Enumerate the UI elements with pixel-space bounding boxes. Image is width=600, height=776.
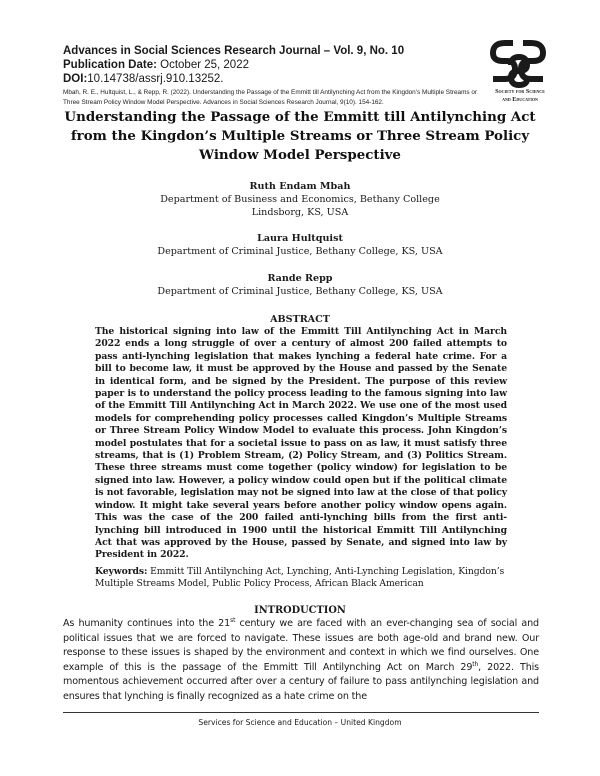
logo-text-line2: and Education <box>502 96 538 103</box>
author-affiliation: Department of Criminal Justice, Bethany College, KS, USA <box>157 246 443 257</box>
citation-line: Mbah, R. E., Hultquist, L., & Repp, R. (2022). Understanding the Passage of the Emmitt till Antilynching Act from the Kingdon’s Multiple Streams or Three Stream Policy Window Model Perspective. Advances in Social Sciences Research Journal, 9(10). 154-162. <box>63 89 478 106</box>
logo-text <box>480 88 560 104</box>
doi: DOI:10.14738/assrj.910.13252. <box>63 73 224 85</box>
publication-date: Publication Date: October 25, 2022 <box>63 59 249 71</box>
journal-header <box>63 44 473 86</box>
author-affiliation: Department of Business and Economics, Bethany College <box>160 194 440 205</box>
keywords <box>95 566 507 591</box>
logo-text-line1: Society for Science <box>495 88 545 95</box>
author-block-1 <box>60 180 540 219</box>
author-name: Rande Repp <box>267 273 333 284</box>
abstract-heading: ABSTRACT <box>270 314 330 325</box>
journal-name: Advances in Social Sciences Research Journal – Vol. 9, No. 10 <box>63 45 405 57</box>
author-location: Lindsborg, KS, USA <box>251 207 349 218</box>
keywords-label: Keywords: <box>95 566 148 577</box>
abstract-text: The historical signing into law of the Emmitt Till Antilynching Act in March 2022 ends a long struggle of over a century of almost 200 failed attempts to pass anti-lynching legislation that makes lynching a federal hate crime. For a bill to become law, it must be approved by the House and passed by the Senate in identical form, and be signed by the President. The purpose of this review paper is to understand the policy process leading to the famous signing into law of the Emmitt Till Antilynching Act in March 2022. We use one of the most used models for comprehending policy processes called Kingdon’s Multiple Streams or Three Stream Policy Window Model to evaluate this process. John Kingdon’s model postulates that for a societal issue to pass on as law, it must satisfy three streams, that is (1) Problem Stream, (2) Policy Stream, and (3) Politics Stream. These three streams must come together (policy window) for legislation to be signed into law. However, a policy window could open but if the political climate is not favorable, legislation may not be signed into law at the close of that policy window. It might take several years before another policy window opens again. This was the case of the 200 failed anti-lynching bills from the first anti-lynching bill introduced in 1900 until the historical Emmitt Till Antilynching Act that was approved by the House, passed by Senate, and signed into law by President in 2022. <box>95 326 507 561</box>
author-name: Ruth Endam Mbah <box>249 181 351 192</box>
author-block-3 <box>60 272 540 298</box>
keywords-text: Emmitt Till Antilynching Act, Lynching, Anti-Lynching Legislation, Kingdon’s Multiple Streams Model, Public Policy Process, African Black American <box>95 566 505 590</box>
footer-divider <box>63 712 539 713</box>
introduction-heading: INTRODUCTION <box>254 605 346 616</box>
author-affiliation: Department of Criminal Justice, Bethany College, KS, USA <box>157 286 443 297</box>
author-name: Laura Hultquist <box>257 233 343 244</box>
introduction-text: As humanity continues into the 21st century we are faced with an ever-changing sea of social and political issues that we are forced to navigate. These issues are both age-old and brand new. Our response to these issues is shaped by the environment and context in which we find ourselves. One example of this is the passage of the Emmitt Till Antilynching Act on March 29th, 2022. This momentous achievement occurred after over a century of failure to pass antilynching legislation and ensures that lynching is finally recognized as a hate crime on the <box>63 616 539 702</box>
author-block-2 <box>60 232 540 258</box>
page-footer: Services for Science and Education – United Kingdom <box>198 718 402 727</box>
paper-title: Understanding the Passage of the Emmitt till Antilynching Act from the Kingdon’s Multiple Streams or Three Stream Policy Window Model Perspective <box>64 109 536 163</box>
